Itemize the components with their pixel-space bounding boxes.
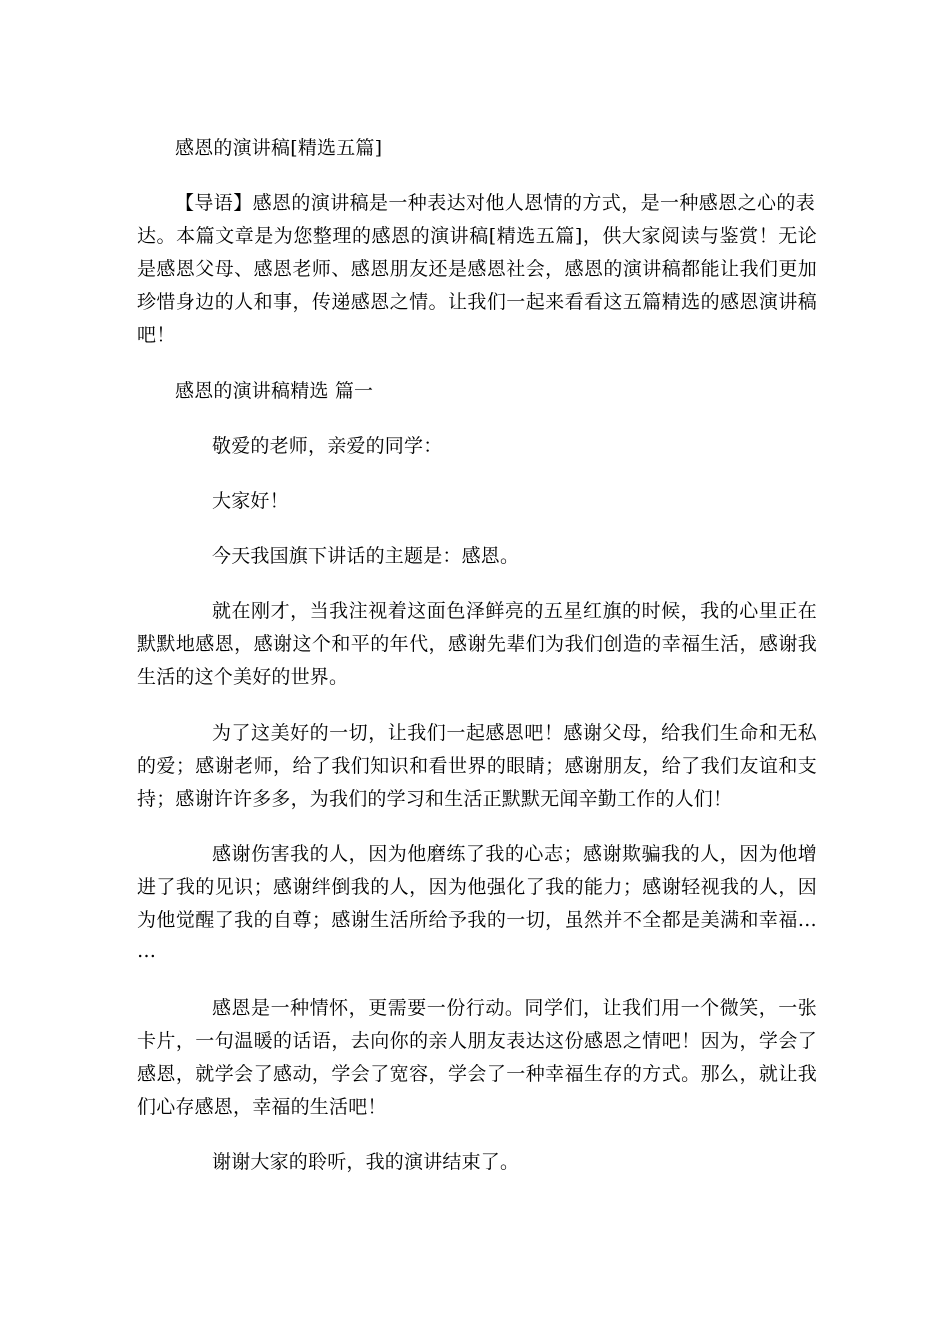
paragraph-line: 们心存感恩，幸福的生活吧！ bbox=[137, 1096, 387, 1118]
intro-line: 吧！ bbox=[137, 324, 176, 346]
paragraph-line: 为他觉醒了我的自尊；感谢生活所给予我的一切，虽然并不全都是美满和幸福… bbox=[137, 909, 817, 931]
greeting: 大家好！ bbox=[212, 490, 289, 512]
section-heading: 感恩的演讲稿精选 篇一 bbox=[175, 380, 374, 402]
paragraph-line: 的爱；感谢老师，给了我们知识和看世界的眼睛；感谢朋友，给了我们友谊和支 bbox=[137, 755, 817, 777]
intro-line: 是感恩父母、感恩老师、感恩朋友还是感恩社会，感恩的演讲稿都能让我们更加 bbox=[137, 258, 817, 280]
paragraph-line: 卡片，一句温暖的话语，去向你的亲人朋友表达这份感恩之情吧！因为，学会了 bbox=[137, 1030, 817, 1052]
paragraph-line: 生活的这个美好的世界。 bbox=[137, 666, 349, 688]
paragraph-line: … bbox=[137, 940, 157, 962]
paragraph-line: 默默地感恩，感谢这个和平的年代，感谢先辈们为我们创造的幸福生活，感谢我 bbox=[137, 633, 817, 655]
salutation: 敬爱的老师，亲爱的同学： bbox=[212, 435, 443, 457]
paragraph-line: 就在刚才，当我注视着这面色泽鲜亮的五星红旗的时候，我的心里正在 bbox=[212, 600, 817, 622]
paragraph-line: 感恩是一种情怀，更需要一份行动。同学们，让我们用一个微笑，一张 bbox=[212, 997, 817, 1019]
speech-theme: 今天我国旗下讲话的主题是：感恩。 bbox=[212, 545, 520, 567]
paragraph-line: 为了这美好的一切，让我们一起感恩吧！感谢父母，给我们生命和无私 bbox=[212, 722, 817, 744]
intro-line: 达。本篇文章是为您整理的感恩的演讲稿[精选五篇]，供大家阅读与鉴赏！无论 bbox=[137, 225, 817, 247]
closing-line: 谢谢大家的聆听，我的演讲结束了。 bbox=[212, 1151, 520, 1173]
intro-line: 珍惜身边的人和事，传递感恩之情。让我们一起来看看这五篇精选的感恩演讲稿 bbox=[137, 291, 817, 313]
intro-line: 【导语】感恩的演讲稿是一种表达对他人恩情的方式，是一种感恩之心的表 bbox=[175, 192, 815, 214]
document-title: 感恩的演讲稿[精选五篇] bbox=[175, 137, 383, 159]
paragraph-line: 感恩，就学会了感动，学会了宽容，学会了一种幸福生存的方式。那么，就让我 bbox=[137, 1063, 817, 1085]
paragraph-line: 持；感谢许许多多，为我们的学习和生活正默默无闻辛勤工作的人们！ bbox=[137, 788, 733, 810]
paragraph-line: 感谢伤害我的人，因为他磨练了我的心志；感谢欺骗我的人，因为他增 bbox=[212, 843, 817, 865]
paragraph-line: 进了我的见识；感谢绊倒我的人，因为他强化了我的能力；感谢轻视我的人，因 bbox=[137, 876, 817, 898]
